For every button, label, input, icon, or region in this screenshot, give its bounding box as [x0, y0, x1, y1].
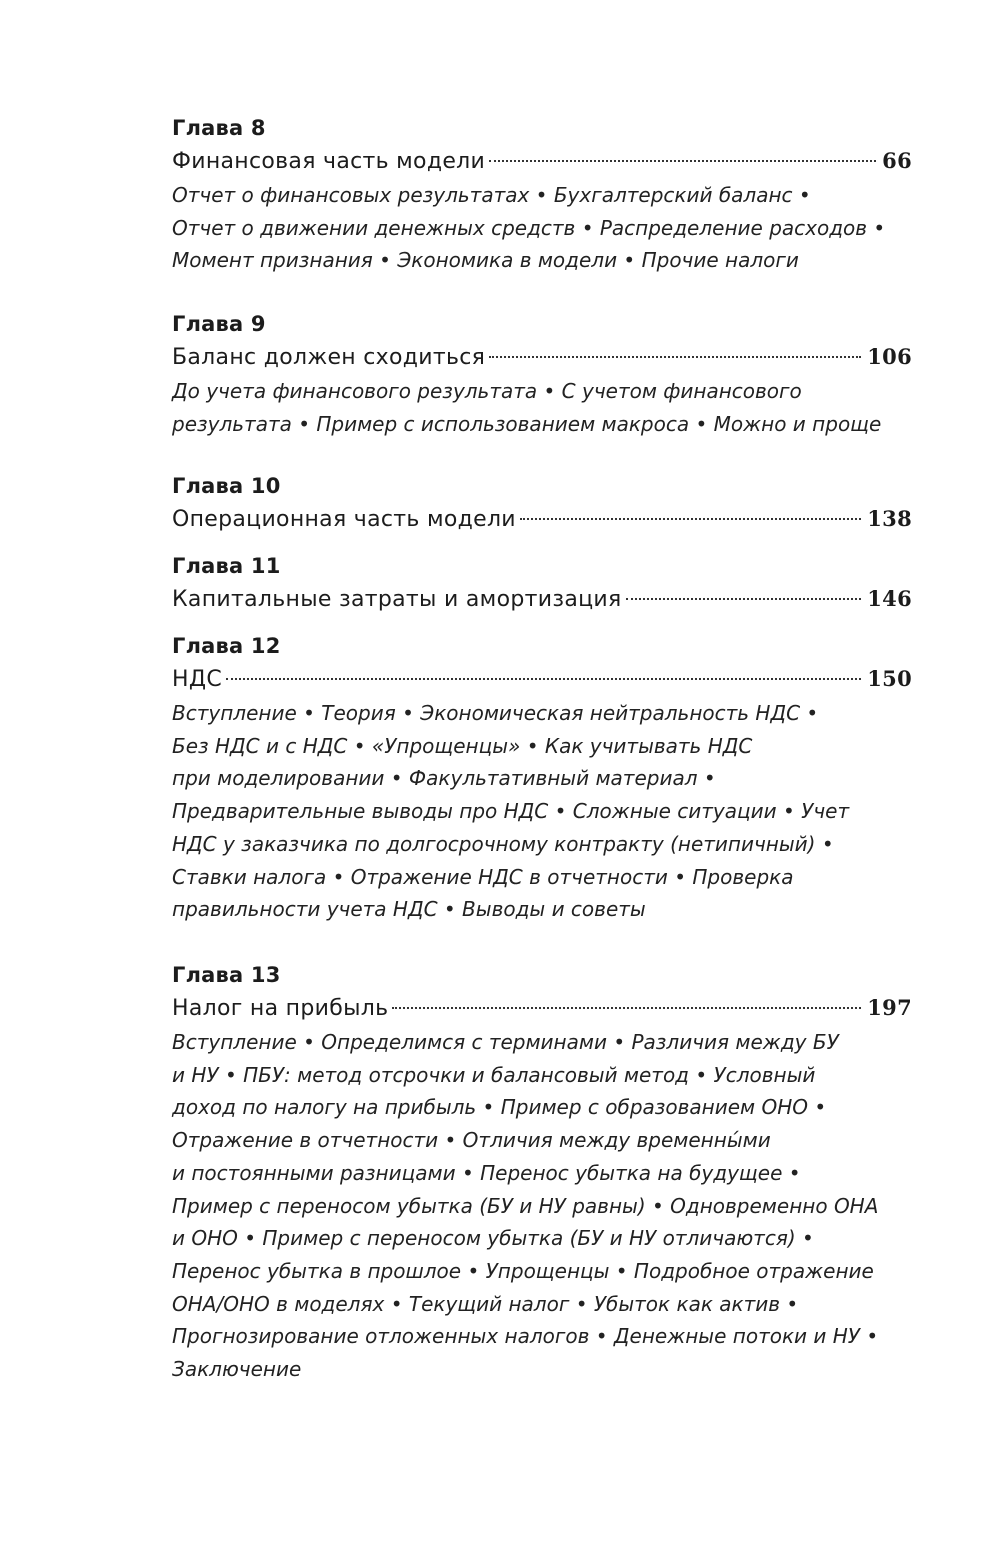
chapter-13 — [172, 959, 912, 1386]
chapter-10 — [172, 470, 912, 537]
chapter-title: Баланс должен сходиться — [172, 345, 486, 370]
chapter-title-row — [172, 144, 912, 179]
chapter-label: Глава 10 — [172, 474, 281, 498]
page-number: 197 — [867, 995, 912, 1020]
chapter-title-row — [172, 582, 912, 617]
chapter-title: Налог на прибыль — [172, 996, 389, 1021]
chapter-description — [172, 375, 912, 440]
chapter-title: НДС — [172, 667, 222, 692]
chapter-label: Глава 11 — [172, 554, 281, 578]
description-line: Перенос убытка в прошлое • Упрощенцы • Подробное отражение — [172, 1258, 874, 1283]
chapter-title-row — [172, 662, 912, 697]
description-line: До учета финансового результата • С учетом финансового — [172, 379, 802, 403]
chapter-9 — [172, 308, 912, 440]
description-line: результата • Пример с использованием макроса • Можно и проще — [172, 411, 882, 436]
chapter-title: Операционная часть модели — [172, 507, 516, 532]
dot-leader — [520, 518, 861, 520]
description-line: доход по налогу на прибыль • Пример с образованием ОНО • — [172, 1095, 827, 1120]
page-number: 138 — [867, 506, 912, 531]
description-line: правильности учета НДС • Выводы и советы — [172, 897, 646, 922]
chapter-title: Капитальные затраты и амортизация — [172, 587, 622, 612]
chapter-12 — [172, 630, 912, 926]
chapter-title-row — [172, 340, 912, 375]
dot-leader — [226, 678, 861, 680]
chapter-8 — [172, 112, 912, 277]
page-number: 146 — [867, 586, 912, 611]
description-line: и постоянными разницами • Перенос убытка на будущее • — [172, 1160, 801, 1185]
chapter-title: Финансовая часть модели — [172, 149, 486, 174]
description-line: Прогнозирование отложенных налогов • Денежные потоки и НУ • — [172, 1324, 879, 1349]
page-number: 106 — [867, 344, 912, 369]
chapter-title-row — [172, 991, 912, 1026]
description-line: и ОНО • Пример с переносом убытка (БУ и НУ отличаются) • — [172, 1226, 814, 1251]
description-line: Отражение в отчетности • Отличия между временны́ми — [172, 1128, 771, 1153]
chapter-description — [172, 697, 912, 926]
chapter-11 — [172, 550, 912, 617]
description-line: и НУ • ПБУ: метод отсрочки и балансовый метод • Условный — [172, 1062, 816, 1087]
description-line: Момент признания • Экономика в модели • Прочие налоги — [172, 248, 799, 273]
description-line: Отчет о финансовых результатах • Бухгалтерский баланс • — [172, 183, 811, 207]
description-line: Вступление • Теория • Экономическая нейтральность НДС • — [172, 701, 819, 725]
description-line: Вступление • Определимся с терминами • Различия между БУ — [172, 1030, 839, 1054]
chapter-label: Глава 13 — [172, 963, 281, 987]
chapter-title-row — [172, 502, 912, 537]
description-line: Отчет о движении денежных средств • Распределение расходов • — [172, 215, 886, 240]
page-number: 66 — [882, 148, 912, 173]
chapter-label: Глава 12 — [172, 634, 281, 658]
dot-leader — [489, 356, 861, 358]
description-line: Предварительные выводы про НДС • Сложные ситуации • Учет — [172, 799, 850, 824]
description-line: НДС у заказчика по долгосрочному контракту (нетипичный) • — [172, 831, 834, 856]
dot-leader — [626, 598, 862, 600]
chapter-description — [172, 179, 912, 277]
description-line: Пример с переносом убытка (БУ и НУ равны) • Одновременно ОНА — [172, 1193, 879, 1218]
description-line: при моделировании • Факультативный материал • — [172, 766, 716, 791]
chapter-description — [172, 1026, 912, 1386]
dot-leader — [489, 160, 876, 162]
description-line: Заключение — [172, 1357, 302, 1382]
chapter-label: Глава 8 — [172, 116, 266, 140]
dot-leader — [392, 1007, 861, 1009]
chapter-label: Глава 9 — [172, 312, 266, 336]
page-number: 150 — [867, 666, 912, 691]
description-line: ОНА/ОНО в моделях • Текущий налог • Убыток как актив • — [172, 1291, 799, 1316]
description-line: Без НДС и с НДС • «Упрощенцы» • Как учитывать НДС — [172, 733, 753, 758]
description-line: Ставки налога • Отражение НДС в отчетности • Проверка — [172, 864, 794, 889]
